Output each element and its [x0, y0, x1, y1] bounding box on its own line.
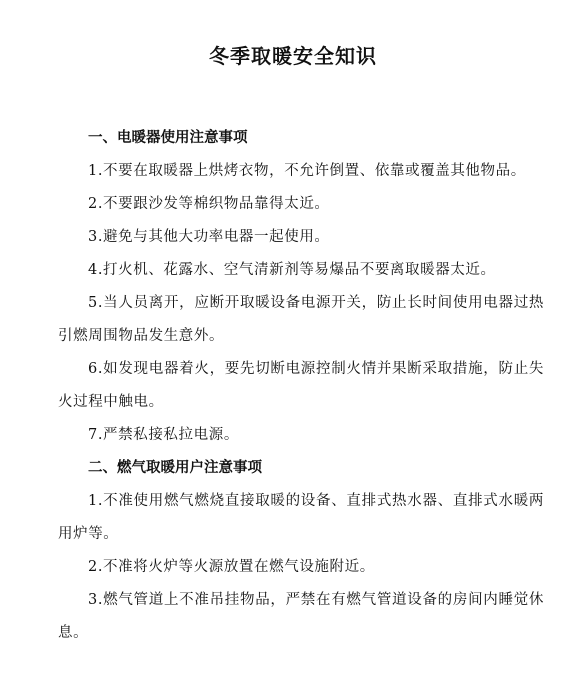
document-body [58, 122, 544, 650]
document-title: 冬季取暖安全知识 [209, 44, 377, 68]
section-heading-electric-heater: 一、电暖器使用注意事项 [88, 130, 248, 146]
list-item: 1.不要在取暖器上烘烤衣物，不允许倒置、依靠或覆盖其他物品。 [88, 163, 526, 179]
list-item: 3.避免与其他大功率电器一起使用。 [88, 229, 330, 245]
list-item: 2.不准将火炉等火源放置在燃气设施附近。 [88, 559, 375, 575]
list-item: 5.当人员离开，应断开取暖设备电源开关，防止长时间使用电器过热引燃周围物品发生意外。 [58, 295, 544, 344]
list-item: 1.不准使用燃气燃烧直接取暖的设备、直排式热水器、直排式水暖两用炉等。 [58, 493, 544, 542]
list-item: 4.打火机、花露水、空气清新剂等易爆品不要离取暖器太近。 [88, 262, 496, 278]
list-item: 6.如发现电器着火，要先切断电源控制火情并果断采取措施，防止失火过程中触电。 [58, 361, 544, 410]
section-heading-gas-heating: 二、燃气取暖用户注意事项 [88, 460, 262, 476]
list-item: 2.不要跟沙发等棉织物品靠得太近。 [88, 196, 330, 212]
list-item: 7.严禁私接私拉电源。 [88, 427, 239, 443]
list-item: 3.燃气管道上不准吊挂物品，严禁在有燃气管道设备的房间内睡觉休息。 [58, 592, 544, 641]
